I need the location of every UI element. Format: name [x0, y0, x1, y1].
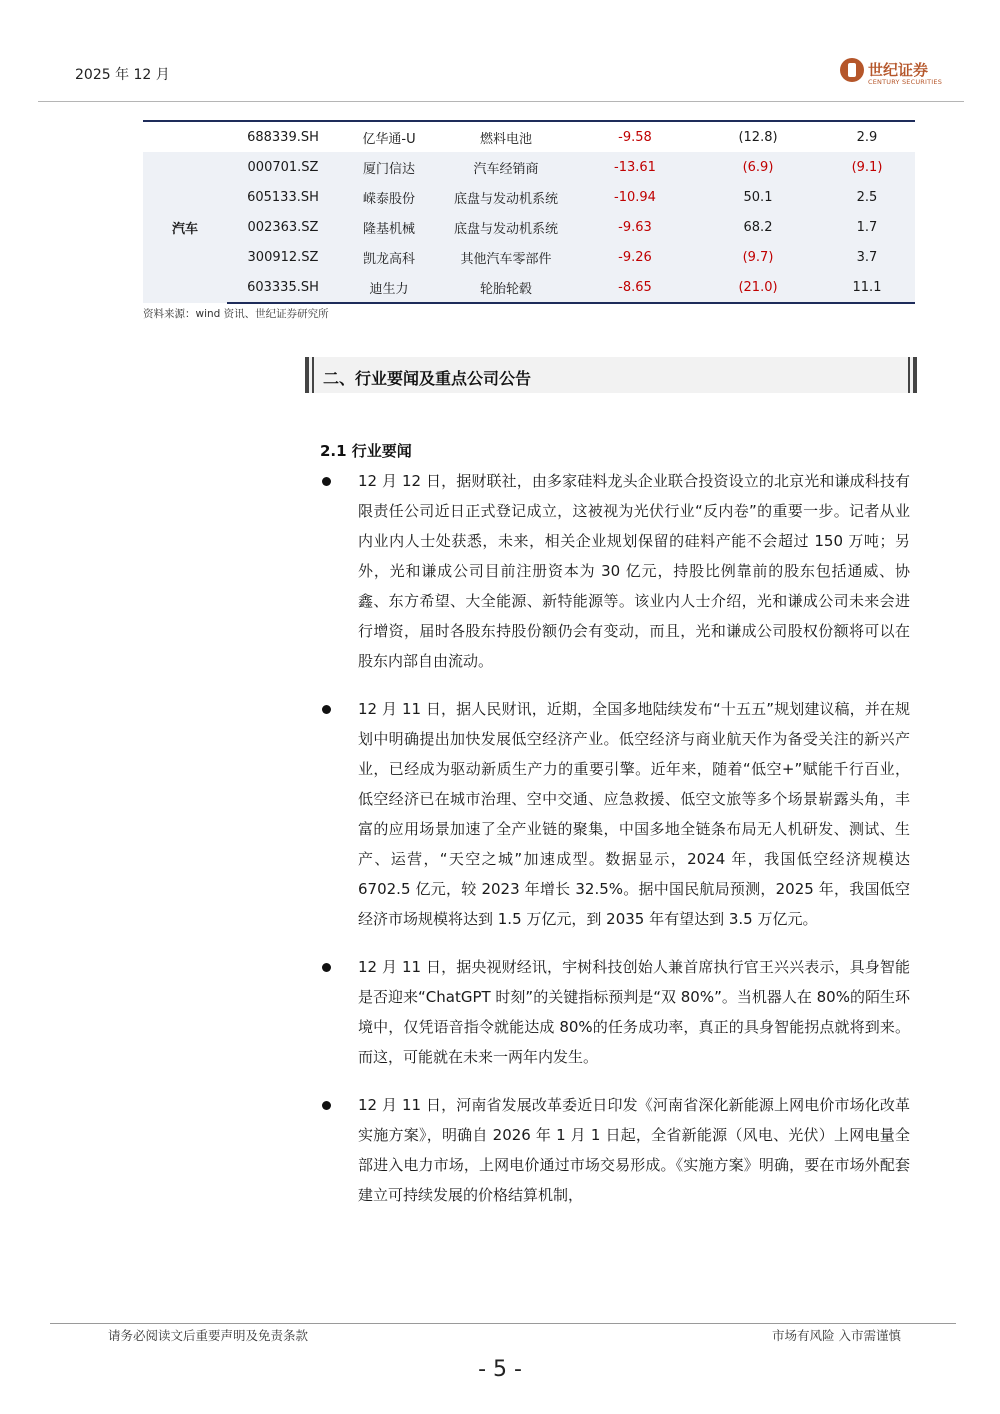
list-item: [320, 1090, 910, 1210]
bullet-dot-icon: [322, 963, 331, 972]
value2-cell: 11.1: [819, 272, 915, 303]
bullet-dot-icon: [322, 705, 331, 714]
logo-emblem-icon: [840, 58, 864, 82]
bullet-dot-icon: [322, 1101, 331, 1110]
value1-cell: (9.7): [697, 242, 819, 272]
value2-cell: (9.1): [819, 152, 915, 182]
industry-cell: 燃料电池: [439, 121, 573, 152]
table-row: [143, 242, 915, 272]
section-bar-right-accent-thin: [908, 357, 910, 393]
value2-cell: 2.9: [819, 121, 915, 152]
stock-code-cell: 002363.SZ: [227, 212, 339, 242]
stock-name-cell: 嵘泰股份: [339, 182, 439, 212]
stock-name-cell: 隆基机械: [339, 212, 439, 242]
logo-chinese-text: 世纪证券: [868, 61, 929, 79]
footer-disclaimer: 请务必阅读文后重要声明及免责条款: [108, 1328, 309, 1343]
industry-cell: 轮胎轮毂: [439, 272, 573, 303]
logo-english-text: CENTURY SECURITIES: [868, 78, 943, 86]
industry-cell: 汽车经销商: [439, 152, 573, 182]
stock-code-cell: 603335.SH: [227, 272, 339, 303]
table-row: [143, 272, 915, 303]
stock-decliners-table: [143, 120, 915, 304]
change-cell: -9.58: [573, 121, 697, 152]
report-date: 2025 年 12 月: [75, 67, 170, 83]
bullet-dot-icon: [322, 477, 331, 486]
table-row: [143, 212, 915, 242]
list-item: [320, 952, 910, 1072]
industry-cell: 其他汽车零部件: [439, 242, 573, 272]
value1-cell: (6.9): [697, 152, 819, 182]
list-item: [320, 466, 910, 676]
stock-name-cell: 厦门信达: [339, 152, 439, 182]
news-text: 12 月 11 日，据人民财讯，近期，全国多地陆续发布“十五五”规划建议稿，并在规划中明确提出加快发展低空经济产业。低空经济与商业航天作为备受关注的新兴产业，已经成为驱动新质生产力的重要引擎。近年来，随着“低空+”赋能千行百业，低空经济已在城市治理、空中交通、应急救援、低空文旅等多个场景崭露头角，丰富的应用场景加速了全产业链的聚集，中国多地全链条布局无人机研发、测试、生产、运营，“天空之城”加速成型。数据显示，2024 年，我国低空经济规模达 6702.5 亿元，较 2023 年增长 32.5%。据中国民航局预测，2025 年，我国低空经济市场规模将达到 1.5 万亿元，到 2035 年有望达到 3.5 万亿元。: [358, 700, 910, 928]
value1-cell: 68.2: [697, 212, 819, 242]
section-bar-left-accent: [305, 357, 309, 393]
table-row: [143, 121, 915, 152]
industry-news-list: [320, 466, 910, 1228]
stock-code-cell: 605133.SH: [227, 182, 339, 212]
stock-code-cell: 000701.SZ: [227, 152, 339, 182]
news-text: 12 月 12 日，据财联社，由多家硅料龙头企业联合投资设立的北京光和谦成科技有限责任公司近日正式登记成立，这被视为光伏行业“反内卷”的重要一步。记者从业内业内人士处获悉，未来，相关企业规划保留的硅料产能不会超过 150 万吨；另外，光和谦成公司目前注册资本为 30 亿元，持股比例靠前的股东包括通威、协鑫、东方希望、大全能源、新特能源等。该业内人士介绍，光和谦成公司未来会进行增资，届时各股东持股份额仍会有变动，而且，光和谦成公司股权份额将可以在股东内部自由流动。: [358, 472, 910, 670]
stock-name-cell: 迪生力: [339, 272, 439, 303]
change-cell: -8.65: [573, 272, 697, 303]
footer-divider: [50, 1323, 956, 1324]
value1-cell: (21.0): [697, 272, 819, 303]
change-cell: -13.61: [573, 152, 697, 182]
company-logo: [840, 58, 950, 90]
list-item: [320, 694, 910, 934]
news-text: 12 月 11 日，据央视财经讯，宇树科技创始人兼首席执行官王兴兴表示，具身智能是否迎来“ChatGPT 时刻”的关键指标预判是“双 80%”。当机器人在 80%的陌生环境中，仅凭语音指令就能达成 80%的任务成功率，真正的具身智能拐点就将到来。而这，可能就在未来一两年内发生。: [358, 958, 910, 1066]
industry-cell: 底盘与发动机系统: [439, 212, 573, 242]
value1-cell: (12.8): [697, 121, 819, 152]
section-bar-left-accent-thin: [312, 357, 314, 393]
sector-cell-auto: 汽车: [143, 152, 227, 303]
change-cell: -10.94: [573, 182, 697, 212]
subsection-heading: 2.1 行业要闻: [320, 442, 412, 460]
page-number: - 5 -: [478, 1357, 522, 1382]
stock-name-cell: 亿华通-U: [339, 121, 439, 152]
stock-code-cell: 300912.SZ: [227, 242, 339, 272]
value2-cell: 1.7: [819, 212, 915, 242]
value2-cell: 2.5: [819, 182, 915, 212]
table-row: [143, 152, 915, 182]
change-cell: -9.26: [573, 242, 697, 272]
industry-cell: 底盘与发动机系统: [439, 182, 573, 212]
value2-cell: 3.7: [819, 242, 915, 272]
header-divider: [38, 101, 964, 102]
table-source-note: 资料来源：wind 资讯、世纪证券研究所: [143, 308, 329, 320]
footer-risk-notice: 市场有风险 入市需谨慎: [772, 1328, 901, 1343]
stock-name-cell: 凯龙高科: [339, 242, 439, 272]
section-bar-right-accent: [913, 357, 917, 393]
news-text: 12 月 11 日，河南省发展改革委近日印发《河南省深化新能源上网电价市场化改革实施方案》，明确自 2026 年 1 月 1 日起，全省新能源（风电、光伏）上网电量全部进入电力市场，上网电价通过市场交易形成。《实施方案》明确，要在市场外配套建立可持续发展的价格结算机制，: [358, 1096, 910, 1204]
value1-cell: 50.1: [697, 182, 819, 212]
stock-code-cell: 688339.SH: [227, 121, 339, 152]
section-heading-bar: [305, 357, 917, 393]
table-row: [143, 182, 915, 212]
change-cell: -9.63: [573, 212, 697, 242]
section-title: 二、行业要闻及重点公司公告: [323, 369, 532, 388]
sector-cell: [143, 121, 227, 152]
